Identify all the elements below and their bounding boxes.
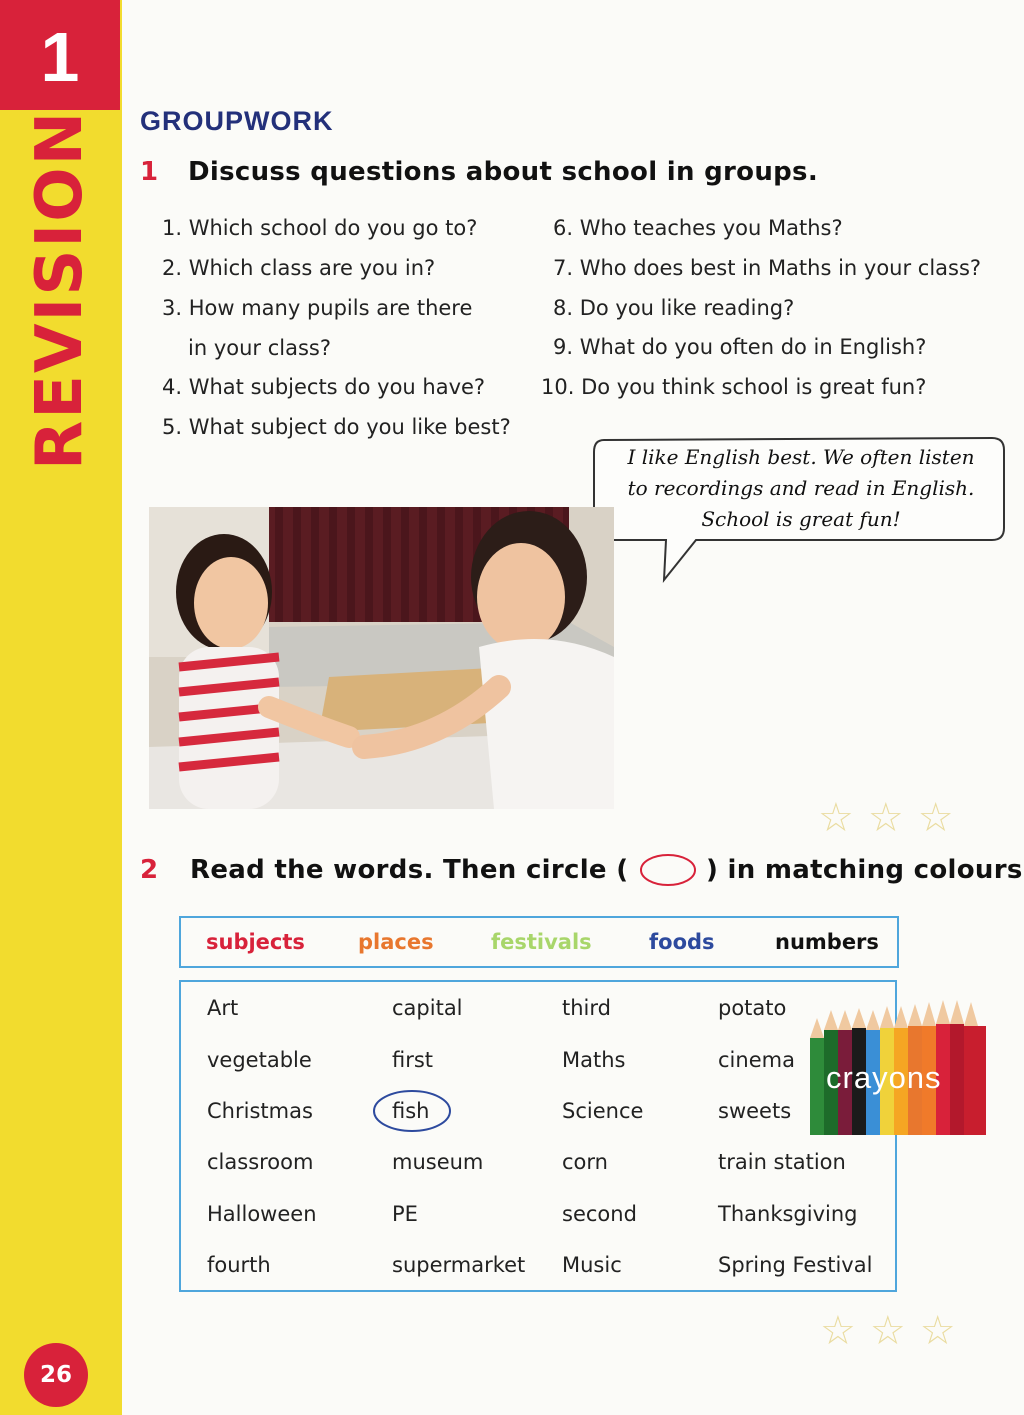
word-cell[interactable]: Art [207,996,239,1020]
question-8: 8. Do you like reading? [553,296,795,320]
speech-bubble-text [606,442,996,535]
question-9: 9. What do you often do in English? [553,335,927,359]
question-5: 5. What subject do you like best? [162,415,511,439]
circle-symbol-icon [638,852,698,888]
unit-number: 1 [40,18,80,96]
word-circle-mark [371,1088,453,1134]
classroom-photo [149,507,614,809]
word-cell[interactable]: Science [562,1099,644,1123]
revision-label: REVISION [23,109,97,470]
word-grid [179,980,897,1292]
word-cell[interactable]: Music [562,1253,622,1277]
category-numbers: numbers [775,930,879,954]
word-cell[interactable]: train station [718,1150,846,1174]
word-cell[interactable]: second [562,1202,637,1226]
word-cell[interactable]: fourth [207,1253,271,1277]
question-6: 6. Who teaches you Maths? [553,216,843,240]
task1-instruction: Discuss questions about school in groups. [188,157,819,187]
word-cell[interactable]: sweets [718,1099,792,1123]
page-number: 26 [24,1343,88,1407]
word-cell[interactable]: Thanksgiving [718,1202,858,1226]
question-3-cont: in your class? [188,336,331,360]
word-cell[interactable]: third [562,996,611,1020]
girls-talking-illustration [149,507,614,809]
task2-instruction-start: Read the words. Then circle ( [190,855,629,885]
question-3: 3. How many pupils are there [162,296,473,320]
bubble-line-2: to recordings and read in English. [627,476,975,500]
word-cell[interactable]: supermarket [392,1253,526,1277]
category-legend [179,916,899,968]
bubble-line-1: I like English best. We often listen [627,445,975,469]
question-1: 1. Which school do you go to? [162,216,478,240]
rating-stars-1: ☆☆☆ [818,795,968,841]
word-cell-circled[interactable]: fish [392,1099,430,1123]
category-places: places [358,930,434,954]
word-cell[interactable]: Spring Festival [718,1253,873,1277]
category-subjects: subjects [206,930,305,954]
word-cell[interactable]: PE [392,1202,418,1226]
word-cell[interactable]: Halloween [207,1202,317,1226]
task2-number: 2 [140,855,159,885]
word-cell[interactable]: first [392,1048,434,1072]
unit-number-box [0,0,120,110]
task1-number: 1 [140,157,159,187]
word-cell[interactable]: classroom [207,1150,314,1174]
word-cell[interactable]: museum [392,1150,484,1174]
word-cell[interactable]: potato [718,996,787,1020]
crayons-label: crayons [826,1060,942,1095]
word-cell[interactable]: Christmas [207,1099,313,1123]
question-4: 4. What subjects do you have? [162,375,486,399]
bubble-line-3: School is great fun! [701,507,901,531]
speech-bubble [590,434,1008,544]
category-foods: foods [649,930,715,954]
rating-stars-2: ☆☆☆ [820,1308,970,1354]
word-cell[interactable]: corn [562,1150,608,1174]
word-cell[interactable]: vegetable [207,1048,312,1072]
word-cell[interactable]: Maths [562,1048,626,1072]
word-cell[interactable]: capital [392,996,463,1020]
question-10: 10. Do you think school is great fun? [541,375,927,399]
task2-instruction-end: ) in matching colours [706,855,1023,885]
word-cell[interactable]: cinema [718,1048,795,1072]
question-2: 2. Which class are you in? [162,256,436,280]
section-title: GROUPWORK [140,106,334,136]
category-festivals: festivals [491,930,592,954]
question-7: 7. Who does best in Maths in your class? [553,256,982,280]
